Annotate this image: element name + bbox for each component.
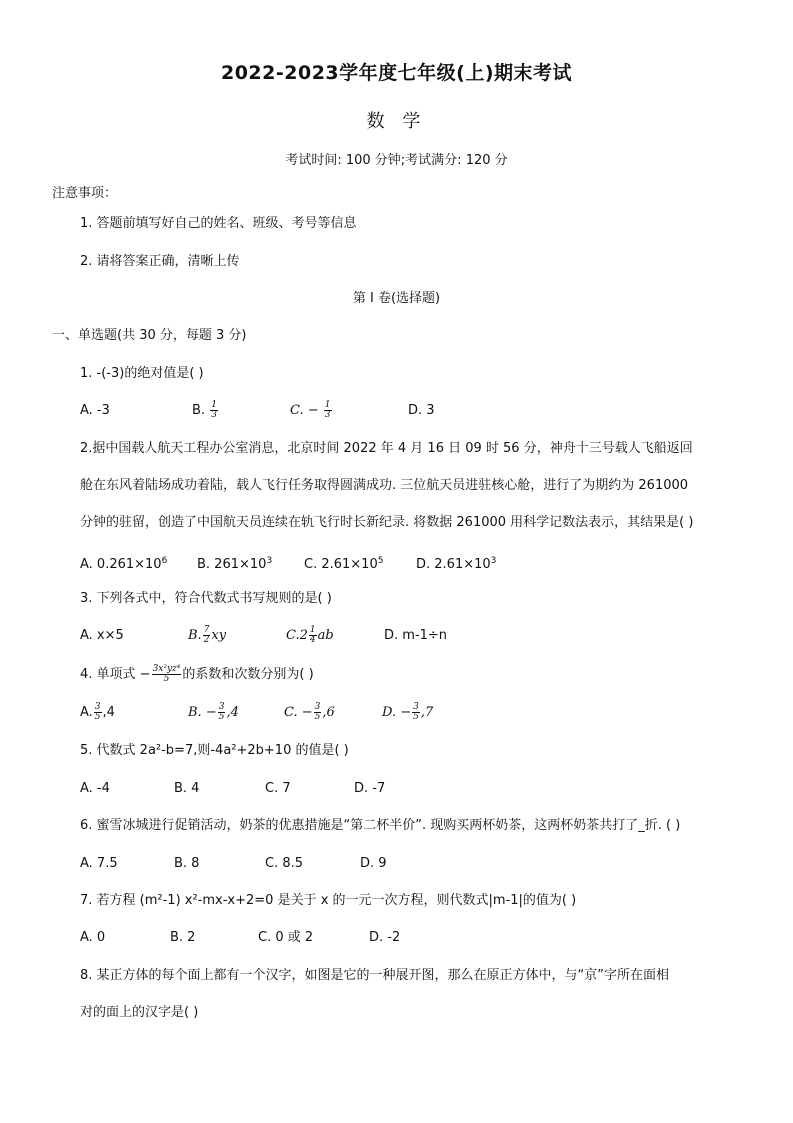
option-base: B. 261×10 (197, 557, 267, 572)
fraction-numerator: 3 (413, 702, 419, 712)
fraction-denominator: 4 (309, 635, 316, 645)
question-2-stem-line: 舱在东风着陆场成功着陆，载人飞行任务取得圆满成功. 三位航天员进驻核心舱，进行了为期约为 261000 (80, 478, 689, 493)
fraction-denominator: 3 (211, 410, 217, 420)
option-suffix: ,4 (102, 705, 115, 720)
question-3-option-a: A. x×5 (80, 628, 124, 643)
option-label: C. − (284, 705, 313, 720)
question-5-option-a: A. -4 (80, 781, 110, 796)
question-5-option-d: D. -7 (354, 781, 386, 796)
exam-info: 考试时间: 100 分钟;考试满分: 120 分 (285, 153, 508, 168)
fraction (412, 703, 420, 722)
question-1-option-a: A. -3 (80, 403, 110, 418)
question-7-option-c: C. 0 或 2 (258, 930, 314, 945)
option-suffix: ab (317, 628, 334, 643)
note-item: 2. 请将答案正确，清晰上传 (80, 254, 240, 269)
question-6-stem: 6. 蜜雪冰城进行促销活动，奶茶的优惠措施是“第二杯半价”. 现购买两杯奶茶，这两杯奶茶共打了_折. ( ) (80, 818, 681, 833)
option-base: C. 2.61×10 (304, 557, 378, 572)
question-2-stem-line: 2.据中国载人航天工程办公室消息，北京时间 2022 年 4 月 16 日 09 时 56 分，神舟十三号载人飞船返回 (80, 441, 693, 456)
question-3-stem: 3. 下列各式中，符合代数式书写规则的是( ) (80, 591, 332, 606)
question-5-option-c: C. 7 (265, 781, 291, 796)
fraction-numerator: 3x²yz⁴ (152, 664, 181, 674)
question-7-option-a: A. 0 (80, 930, 106, 945)
option-exponent: 3 (490, 556, 497, 566)
question-7-stem: 7. 若方程 (m²-1) x²-mx-x+2=0 是关于 x 的一元一次方程，则代数式|m-1|的值为( ) (80, 893, 577, 908)
question-4-stem (80, 665, 314, 685)
option-suffix: xy (211, 628, 227, 643)
fraction-denominator: 2 (203, 635, 210, 645)
fraction (314, 703, 322, 722)
fraction-denominator: 3 (324, 410, 331, 420)
fraction-denominator: 5 (94, 712, 101, 722)
question-7-option-b: B. 2 (170, 930, 196, 945)
fraction (152, 665, 182, 684)
question-5-option-b: B. 4 (174, 781, 200, 796)
question-6-option-a: A. 7.5 (80, 856, 118, 871)
note-item: 1. 答题前填写好自己的姓名、班级、考号等信息 (80, 216, 357, 231)
question-4-option-c (284, 703, 335, 723)
fraction (210, 401, 218, 420)
question-2-option-a (80, 551, 167, 575)
fraction-numerator: 7 (203, 625, 210, 635)
question-2-option-b (197, 551, 272, 575)
stem-prefix: 4. 单项式 − (80, 667, 151, 682)
question-6-option-b: B. 8 (174, 856, 200, 871)
fraction-numerator: 3 (218, 702, 225, 712)
question-6-option-d: D. 9 (360, 856, 387, 871)
exam-title: 2022-2023学年度七年级(上)期末考试 (220, 62, 572, 84)
option-label: B. (192, 403, 206, 418)
subject-title: 数 学 (366, 111, 427, 132)
question-3-option-b (188, 626, 226, 646)
fraction-denominator: 5 (413, 712, 419, 722)
fraction-denominator: 5 (163, 674, 170, 684)
option-label: C.2 (286, 628, 308, 643)
question-7-option-d: D. -2 (369, 930, 401, 945)
question-2-stem-line: 分钟的驻留，创造了中国航天员连续在轨飞行时长新纪录. 将数据 261000 用科学记数法表示，其结果是( ) (80, 515, 694, 530)
option-label: D. − (382, 705, 412, 720)
option-suffix: ,7 (420, 705, 434, 720)
stem-suffix: 的系数和次数分别为( ) (182, 667, 314, 682)
option-label: C. − (290, 403, 319, 418)
question-6-option-c: C. 8.5 (265, 856, 304, 871)
fraction-numerator: 1 (309, 625, 316, 635)
question-8-stem-line: 对的面上的汉字是( ) (80, 1005, 199, 1020)
question-4-option-b (188, 703, 239, 723)
question-2-option-c (304, 551, 383, 575)
option-base: A. 0.261×10 (80, 557, 162, 572)
option-label: A. (80, 705, 93, 720)
option-exponent: 6 (161, 556, 168, 566)
notes-heading: 注意事项： (52, 186, 118, 201)
question-1-option-d: D. 3 (408, 403, 435, 418)
question-1-option-b (192, 401, 219, 421)
question-3-option-d: D. m-1÷n (384, 628, 448, 643)
question-3-option-c (286, 626, 334, 646)
question-2-option-d (416, 551, 496, 575)
option-exponent: 3 (266, 556, 273, 566)
question-4-option-a (80, 703, 115, 723)
fraction-numerator: 1 (211, 400, 217, 410)
question-4-option-d (382, 703, 433, 723)
question-1-option-c (290, 401, 333, 421)
fraction (203, 626, 211, 645)
option-suffix: ,4 (226, 705, 239, 720)
fraction-numerator: 3 (94, 702, 101, 712)
question-8-stem-line: 8. 某正方体的每个面上都有一个汉字，如图是它的一种展开图，那么在原正方体中，与“京”字所在面相 (80, 968, 670, 983)
option-suffix: ,6 (322, 705, 335, 720)
option-label: B. − (188, 705, 217, 720)
fraction (94, 703, 102, 722)
option-label: B. (188, 628, 202, 643)
question-5-stem: 5. 代数式 2a²-b=7,则-4a²+2b+10 的值是( ) (80, 743, 349, 758)
question-1-stem: 1. -(-3)的绝对值是( ) (80, 366, 204, 381)
fraction (324, 401, 332, 420)
fraction-numerator: 3 (314, 702, 321, 712)
option-base: D. 2.61×10 (416, 557, 491, 572)
fraction-denominator: 5 (218, 712, 225, 722)
part-title: 一、单选题(共 30 分，每题 3 分) (52, 328, 247, 343)
volume-title: 第 I 卷(选择题) (352, 291, 441, 306)
fraction (218, 703, 226, 722)
fraction (309, 626, 317, 645)
fraction-denominator: 5 (314, 712, 321, 722)
fraction-numerator: 1 (324, 400, 331, 410)
option-exponent: 5 (377, 556, 384, 566)
